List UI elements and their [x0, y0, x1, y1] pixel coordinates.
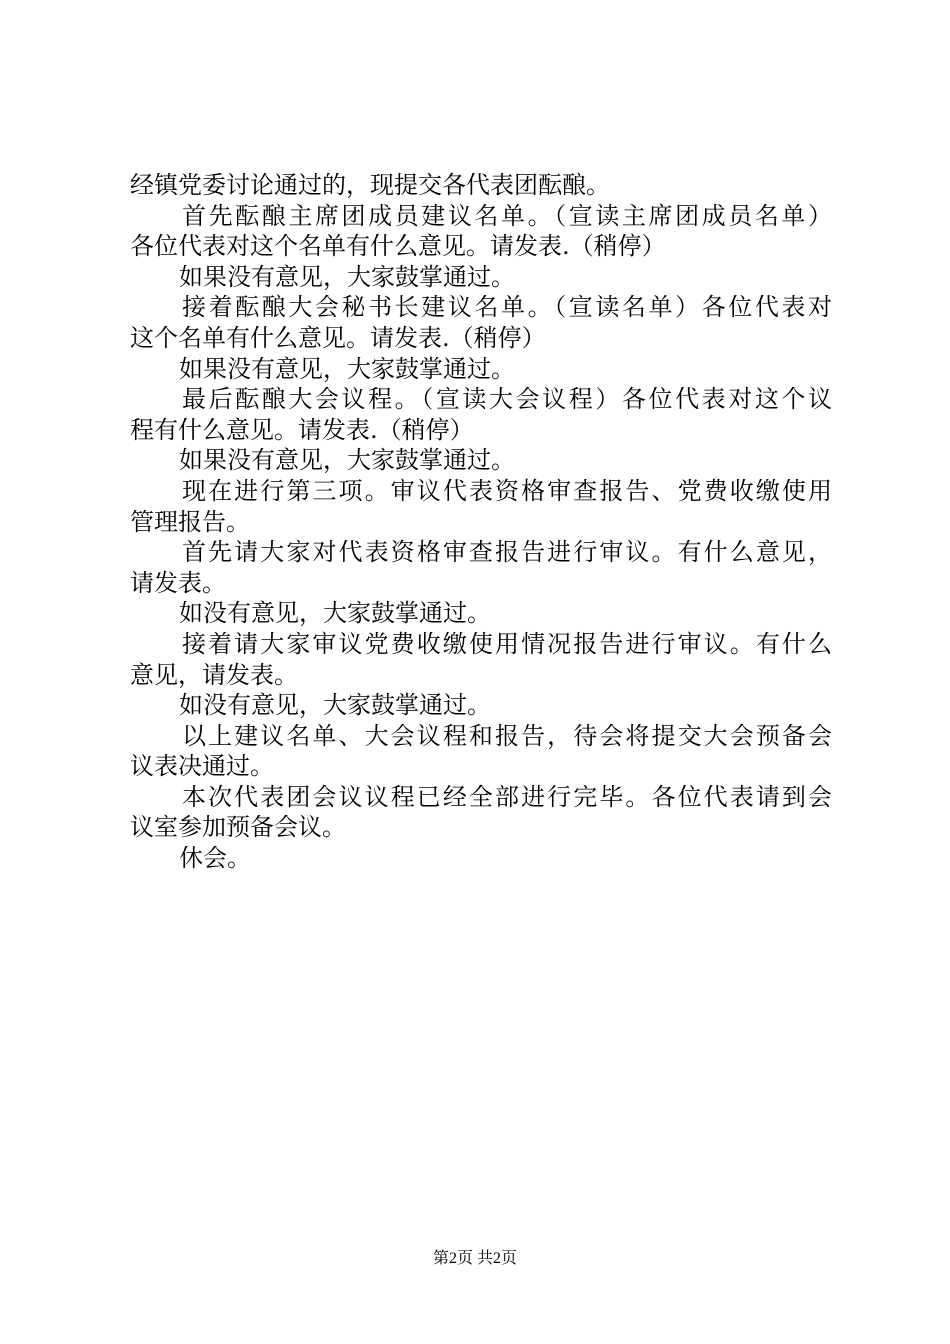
text-line: 程有什么意见。请发表.（稍停）	[130, 415, 474, 444]
text-line: 管理报告。	[130, 507, 250, 536]
text-line: 以上建议名单、大会议程和报告，待会将提交大会预备会	[182, 721, 832, 750]
text-line: 议室参加预备会议。	[130, 813, 346, 842]
page-number-footer: 第2页 共2页	[432, 1250, 517, 1267]
text-line: 这个名单有什么意见。请发表.（稍停）	[130, 323, 546, 352]
text-line: 如果没有意见，大家鼓掌通过。	[179, 354, 515, 383]
document-body	[130, 170, 832, 874]
text-line: 最后酝酿大会议程。（宣读大会议程）各位代表对这个议	[182, 385, 832, 414]
text-line: 议表决通过。	[130, 752, 274, 781]
text-line: 本次代表团会议议程已经全部进行完毕。各位代表请到会	[182, 782, 832, 811]
text-line: 如没有意见，大家鼓掌通过。	[179, 691, 491, 720]
text-line: 接着酝酿大会秘书长建议名单。（宣读名单）各位代表对	[182, 293, 832, 322]
text-line: 请发表。	[130, 568, 226, 597]
text-line: 经镇党委讨论通过的，现提交各代表团酝酿。	[130, 171, 610, 199]
text-line: 如果没有意见，大家鼓掌通过。	[179, 446, 515, 475]
text-line: 现在进行第三项。审议代表资格审查报告、党费收缴使用	[182, 476, 832, 505]
text-line: 如没有意见，大家鼓掌通过。	[179, 599, 491, 628]
text-line: 首先酝酿主席团成员建议名单。（宣读主席团成员名单）	[182, 201, 832, 230]
text-line: 如果没有意见，大家鼓掌通过。	[179, 262, 515, 291]
text-line: 各位代表对这个名单有什么意见。请发表.（稍停）	[130, 232, 666, 261]
text-line: 接着请大家审议党费收缴使用情况报告进行审议。有什么	[182, 629, 832, 658]
text-line: 首先请大家对代表资格审查报告进行审议。有什么意见，	[182, 538, 832, 567]
text-line: 意见，请发表。	[130, 660, 298, 689]
text-line: 休会。	[179, 844, 251, 873]
